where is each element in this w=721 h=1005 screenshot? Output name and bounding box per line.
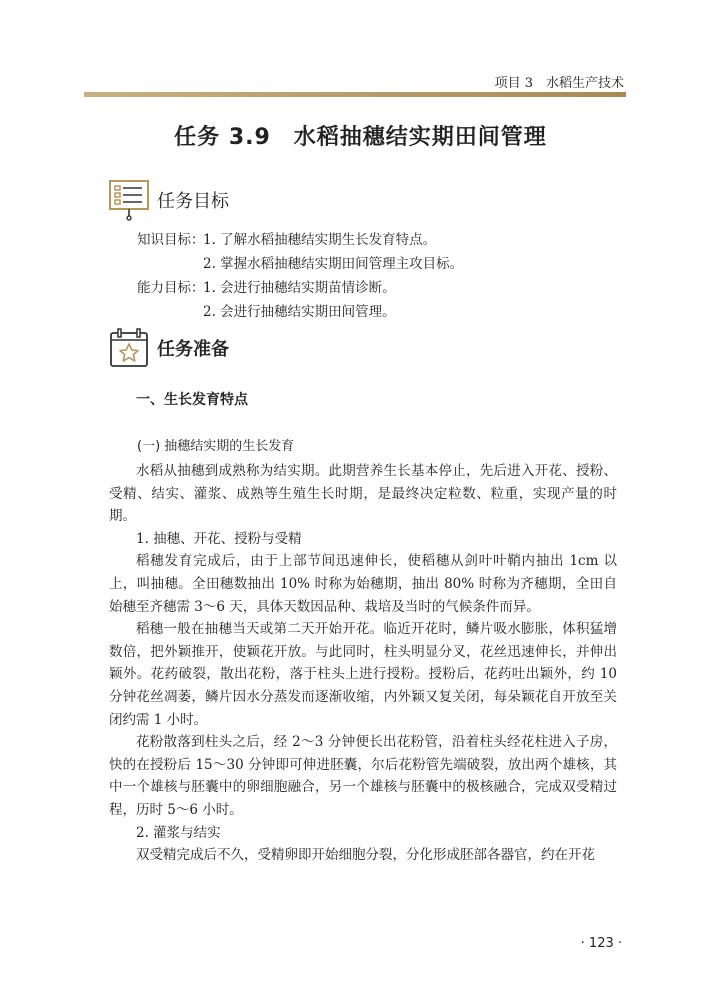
- calendar-star-icon: [107, 326, 151, 370]
- paragraph: 水稻从抽穗到成熟称为结实期。此期营养生长基本停止，先后进入开花、授粉、受精、结实、灌浆、成熟等生殖生长时期，是最终决定粒数、粒重，实现产量的时期。: [109, 463, 617, 525]
- running-header: 项目 3 水稻生产技术: [494, 76, 624, 91]
- numbered-subheading: 2. 灌浆与结实: [136, 824, 221, 841]
- paragraph: 花粉散落到柱头之后，经 2～3 分钟便长出花粉管，沿着柱头经花柱进入子房，快的在授粉后 15～30 分钟即可伸进胚囊，尔后花粉管先端破裂，放出两个雄核，其中一个雄核与胚囊中的卵细胞融合，另一个雄核与胚囊中的极核融合，完成双受精过程，历时 5～6 小时。: [109, 734, 617, 818]
- page-number: · 123 ·: [580, 936, 622, 951]
- goal-knowledge-label: 知识目标：: [137, 232, 205, 248]
- section-goals-title: 任务目标: [157, 191, 229, 212]
- section-goals-heading: [107, 178, 229, 222]
- page-title: 任务 3.9 水稻抽穗结实期田间管理: [174, 125, 547, 150]
- presentation-board-icon: [107, 178, 151, 222]
- goal-ability-2: 2. 会进行抽穗结实期田间管理。: [203, 304, 396, 320]
- heading-growth-characteristics: 一、生长发育特点: [136, 392, 248, 408]
- paragraph: 双受精完成后不久，受精卵即开始细胞分裂，分化形成胚部各器官，约在开花: [136, 847, 595, 864]
- paragraph: 稻穗发育完成后，由于上部节间迅速伸长，使稻穗从剑叶叶鞘内抽出 1cm 以上，叫抽穗。全田穗数抽出 10% 时称为始穗期，抽出 80% 时称为齐穗期，全田自始穗至齐穗需 3～6 天，具体天数因品种、栽培及当时的气候条件而异。: [109, 553, 617, 615]
- subheading-growth-development: (一) 抽穗结实期的生长发育: [137, 439, 295, 454]
- goal-ability-label: 能力目标：: [137, 280, 205, 296]
- section-prep-heading: [107, 326, 229, 370]
- paragraph: 稻穗一般在抽穗当天或第二天开始开花。临近开花时，鳞片吸水膨胀，体积猛增数倍，把外颖推开，使颖花开放。与此同时，柱头明显分叉，花丝迅速伸长，并伸出颖外。花药破裂，散出花粉，落于柱头上进行授粉。授粉后，花药吐出颖外，约 10 分钟花丝凋萎，鳞片因水分蒸发而逐渐收缩，内外颖又复关闭，每朵颖花自开放至关闭约需 1 小时。: [109, 621, 617, 728]
- numbered-subheading: 1. 抽穗、开花、授粉与受精: [136, 530, 302, 547]
- body-text: [109, 460, 617, 867]
- goal-knowledge-1: 1. 了解水稻抽穗结实期生长发育特点。: [203, 232, 437, 248]
- goal-ability-1: 1. 会进行抽穗结实期苗情诊断。: [203, 280, 396, 296]
- goal-knowledge-2: 2. 掌握水稻抽穗结实期田间管理主攻目标。: [203, 256, 464, 272]
- section-prep-title: 任务准备: [157, 339, 229, 360]
- header-divider: [84, 92, 626, 97]
